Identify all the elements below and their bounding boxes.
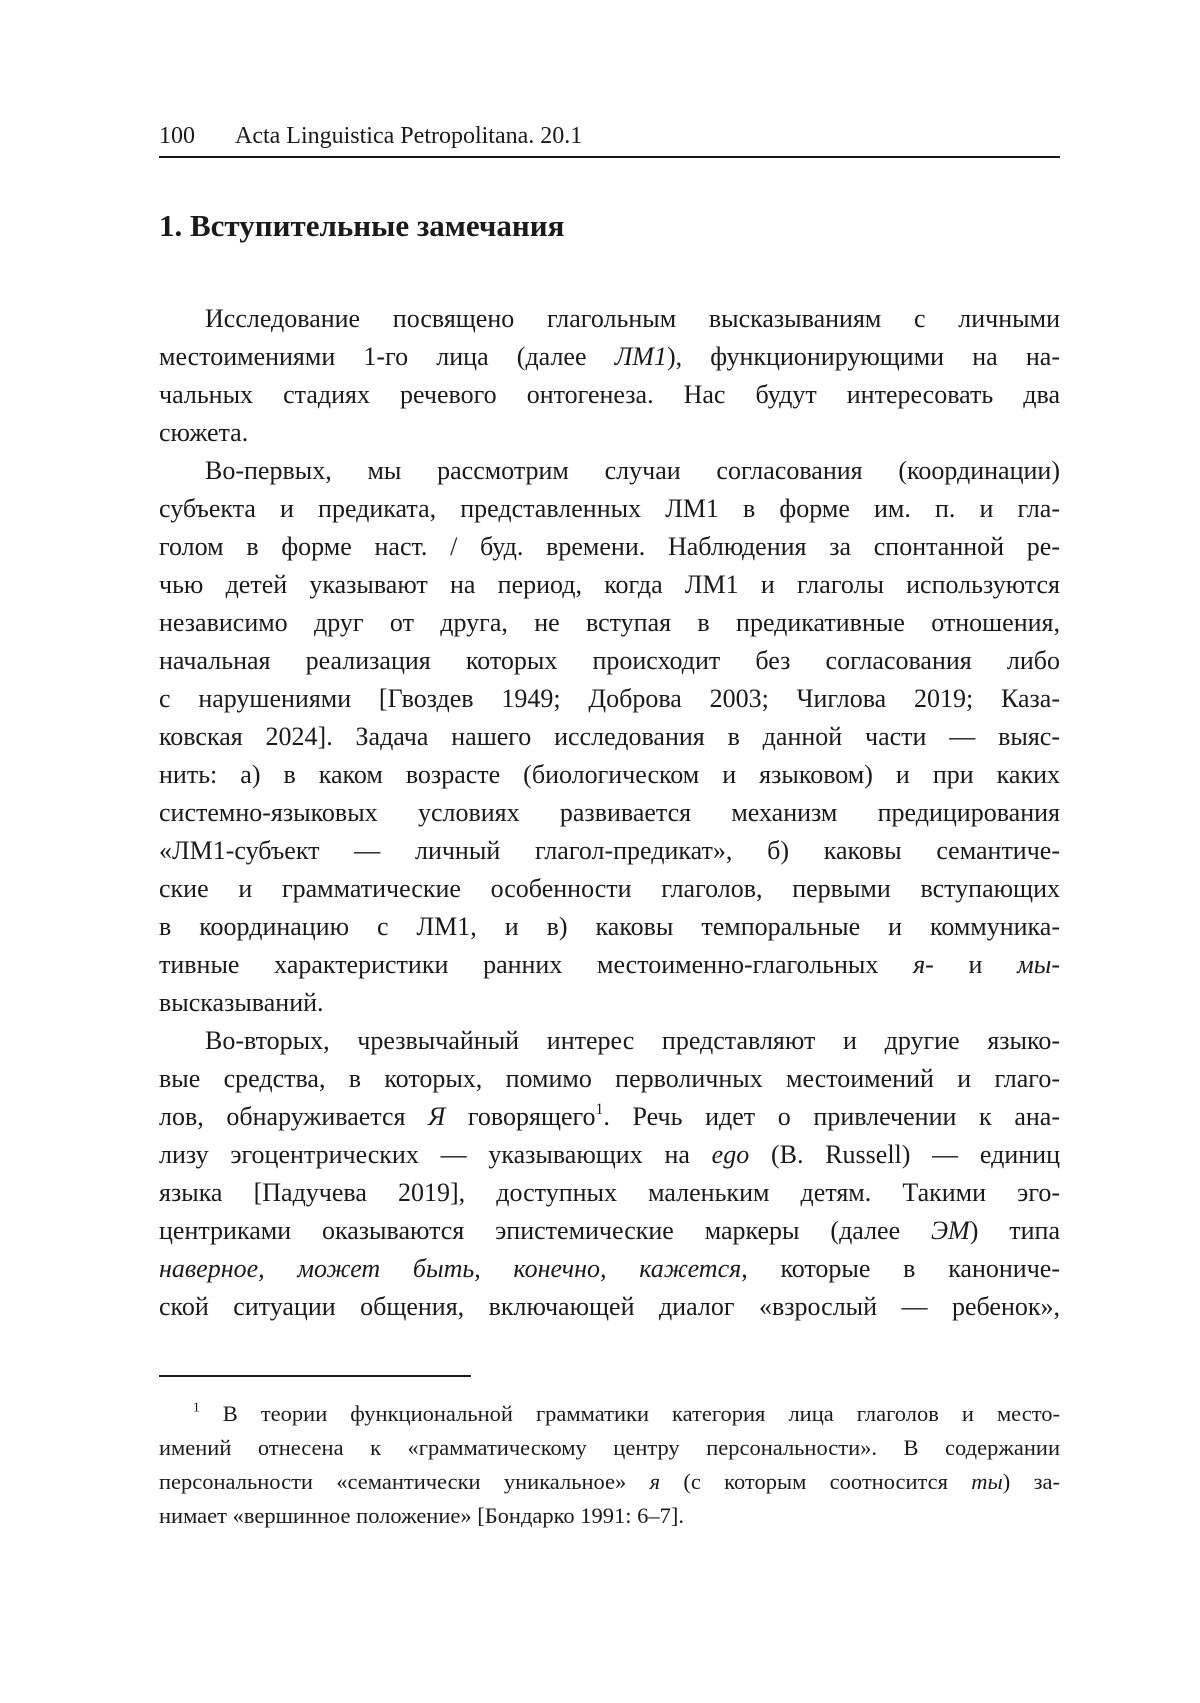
text-run: ), функционирующими на на-: [667, 342, 1060, 371]
page: [0, 0, 1200, 1703]
text-line: [159, 946, 1060, 984]
text-run: говорящего: [445, 1102, 595, 1131]
text-run: персональности «семантически уникальное»: [159, 1469, 650, 1494]
text-line: Во-первых, мы рассмотрим случаи согласования (координации): [159, 452, 1060, 490]
text-run: тивные характеристики ранних местоименно-глагольных: [159, 950, 913, 979]
text-run: местоимениями 1-го лица (далее: [159, 342, 615, 371]
text-line: [159, 1212, 1060, 1250]
text-line: ской ситуации общения, включающей диалог «взрослый — ребенок»,: [159, 1288, 1060, 1326]
text-line: в координацию с ЛМ1, и в) каковы темпоральные и коммуника-: [159, 908, 1060, 946]
text-run: В теории функциональной грамматики категория лица глаголов и место-: [200, 1401, 1060, 1426]
paragraph-2: [159, 452, 1060, 1022]
text-line: [159, 1098, 1060, 1136]
journal-title: Acta Linguistica Petropolitana. 20.1: [235, 120, 582, 152]
text-line: голом в форме наст. / буд. времени. Наблюдения за спонтанной ре-: [159, 528, 1060, 566]
body-text: [159, 300, 1060, 1326]
footnote-divider: [159, 1375, 471, 1377]
text-line: сюжета.: [159, 414, 1060, 452]
text-line: ские и грамматические особенности глаголов, первыми вступающих: [159, 870, 1060, 908]
text-line: [159, 338, 1060, 376]
text-line: Исследование посвящено глагольным высказываниям с личными: [159, 300, 1060, 338]
text-run: лов, обнаруживается: [159, 1102, 428, 1131]
footnote: [159, 1397, 1060, 1533]
text-line: независимо друг от друга, не вступая в предикативные отношения,: [159, 604, 1060, 642]
text-line: [159, 1250, 1060, 1288]
italic-term: я: [650, 1469, 660, 1494]
text-line: имений отнесена к «грамматическому центру персональности». В содержании: [159, 1431, 1060, 1465]
text-run: . Речь идет о привлечении к ана-: [603, 1102, 1060, 1131]
text-line: системно-языковых условиях развивается механизм предицирования: [159, 794, 1060, 832]
text-line: субъекта и предиката, представленных ЛМ1 в форме им. п. и гла-: [159, 490, 1060, 528]
text-run: лизу эгоцентрических — указывающих на: [159, 1140, 712, 1169]
text-line: «ЛМ1-субъект — личный глагол-предикат», б) каковы семантиче-: [159, 832, 1060, 870]
text-line: чальных стадиях речевого онтогенеза. Нас будут интересовать два: [159, 376, 1060, 414]
running-head: [159, 120, 1060, 158]
text-line: начальная реализация которых происходит без согласования либо: [159, 642, 1060, 680]
italic-term: я-: [913, 950, 934, 979]
text-run: (B. Russell) — единиц: [749, 1140, 1060, 1169]
footnote-ref[interactable]: 1: [596, 1101, 604, 1118]
paragraph-1: [159, 300, 1060, 452]
page-number: 100: [159, 120, 235, 152]
italic-term: мы-: [1017, 950, 1060, 979]
text-line: с нарушениями [Гвоздев 1949; Доброва 2003; Чиглова 2019; Каза-: [159, 680, 1060, 718]
footnote-mark: 1: [193, 1400, 200, 1415]
text-run: ) типа: [970, 1216, 1060, 1245]
text-line: языка [Падучева 2019], доступных маленьким детям. Такими эго-: [159, 1174, 1060, 1212]
italic-term: Я: [428, 1102, 445, 1131]
text-run: центриками оказываются эпистемические маркеры (далее: [159, 1216, 931, 1245]
text-line: [159, 1136, 1060, 1174]
text-run: (с которым соотносится: [660, 1469, 971, 1494]
text-run: , которые в канониче-: [741, 1254, 1060, 1283]
text-line: Во-вторых, чрезвычайный интерес представляют и другие языко-: [159, 1022, 1060, 1060]
italic-term: ты: [971, 1469, 1003, 1494]
paragraph-3: [159, 1022, 1060, 1326]
text-run: и: [934, 950, 1017, 979]
text-line: вые средства, в которых, помимо перволичных местоимений и глаго-: [159, 1060, 1060, 1098]
text-line: высказываний.: [159, 984, 1060, 1022]
section-title: 1. Вступительные замечания: [159, 206, 564, 246]
italic-term: ЭМ: [931, 1216, 970, 1245]
italic-term: ego: [712, 1140, 750, 1169]
text-line: [159, 1465, 1060, 1499]
text-line: ковская 2024]. Задача нашего исследования в данной части — выяс-: [159, 718, 1060, 756]
italic-term: ЛМ1: [615, 342, 667, 371]
text-run: ) за-: [1003, 1469, 1060, 1494]
text-line: нимает «вершинное положение» [Бондарко 1991: 6–7].: [159, 1499, 1060, 1533]
text-line: [159, 1397, 1060, 1431]
italic-term: наверное, может быть, конечно, кажется: [159, 1254, 741, 1283]
text-line: нить: а) в каком возрасте (биологическом и языковом) и при каких: [159, 756, 1060, 794]
text-line: чью детей указывают на период, когда ЛМ1 и глаголы используются: [159, 566, 1060, 604]
